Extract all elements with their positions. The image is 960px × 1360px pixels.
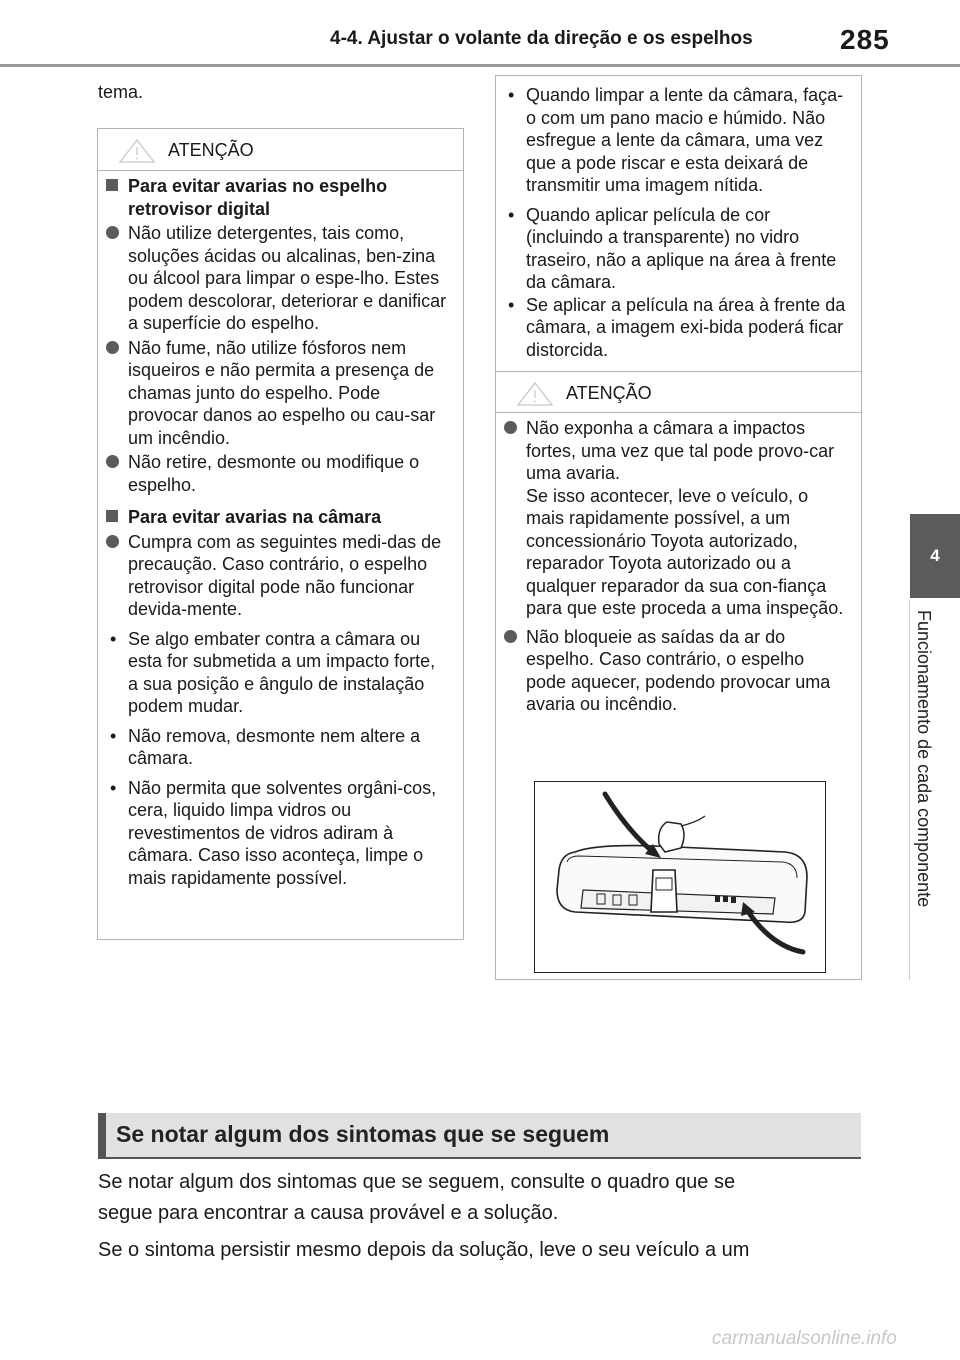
- caution-header: [496, 371, 861, 413]
- header-rule: [0, 64, 960, 67]
- mirror-camera-illustration: [534, 781, 826, 973]
- bullet-item: • Quando limpar a lente da câmara, faça-o com um pano macio e húmido. Não esfregue a lente da câmara, uma vez que a pode riscar e esta deixará de transmitir uma imagem nítida.: [500, 84, 847, 197]
- caution-header: [98, 129, 463, 171]
- caution-box-left: [97, 128, 464, 940]
- caution-heading: ATENÇÃO: [168, 140, 254, 160]
- side-rule: [909, 600, 910, 980]
- caution-heading: ATENÇÃO: [566, 383, 652, 403]
- bullet-item: • Quando aplicar película de cor (incluindo a transparente) no vidro traseiro, não a aplique na área à frente da câmara.: [500, 204, 847, 294]
- page-number: 285: [840, 24, 890, 55]
- list-item: Não exponha a câmara a impactos fortes, uma vez que tal pode provo-car uma avaria. Se isso acontecer, leve o veículo, o mais rapidamente possível, a um concessionário Toyota autorizado, reparador Toyota autorizado ou a qualquer reparador da sua con-fiança para que este proceda a uma inspeção.: [500, 417, 847, 620]
- bullet-item: • Não remova, desmonte nem altere a câmara.: [102, 725, 449, 770]
- bullet-continuation: • Se aplicar a película na área à frente da câmara, a imagem exi-bida poderá ficar distorcida.: [500, 294, 847, 362]
- section-title: Para evitar avarias na câmara: [102, 506, 449, 529]
- bullet-item: • Não permita que solventes orgâni-cos, cera, liquido limpa vidros ou revestimentos de vidros adiram à câmara. Caso isso aconteça, limpe o mais rapidamente possível.: [102, 777, 449, 890]
- list-item: Não fume, não utilize fósforos nem isqueiros e não permita a presença de chamas junto do espelho. Pode provocar danos ao espelho ou cau-sar um incêndio.: [102, 337, 449, 450]
- list-item: Não retire, desmonte ou modifique o espelho.: [102, 451, 449, 496]
- section-rule: [98, 1157, 861, 1159]
- list-item: Cumpra com as seguintes medi-das de precaução. Caso contrário, o espelho retrovisor digital pode não funcionar devida-mente.: [102, 531, 449, 621]
- watermark: carmanualsonline.info: [712, 1328, 897, 1349]
- section-accent: [98, 1113, 106, 1157]
- section-title: Para evitar avarias no espelho retrovisor digital: [102, 175, 449, 220]
- running-header-title: 4-4. Ajustar o volante da direção e os espelhos: [330, 28, 753, 49]
- section-title: Se notar algum dos sintomas que se seguem: [116, 1121, 610, 1147]
- section-heading-bar: [98, 1113, 861, 1157]
- paragraph-line: Se o sintoma persistir mesmo depois da solução, leve o seu veículo a um: [98, 1239, 750, 1261]
- rearview-mirror-drawing: [535, 782, 825, 972]
- paragraph-line: Se notar algum dos sintomas que se seguem, consulte o quadro que se: [98, 1171, 736, 1193]
- bullet-item: • Se algo embater contra a câmara ou esta for submetida a um impacto forte, a sua posição e ângulo de instalação podem mudar.: [102, 628, 449, 718]
- intro-fragment: tema.: [98, 82, 144, 102]
- warning-icon: [118, 138, 156, 164]
- caution-box-right: [495, 75, 862, 980]
- paragraph-line: segue para encontrar a causa provável e a solução.: [98, 1202, 559, 1224]
- warning-icon: [516, 381, 554, 407]
- list-item: Não bloqueie as saídas da ar do espelho. Caso contrário, o espelho pode aquecer, podendo provocar uma avaria ou incêndio.: [500, 626, 847, 716]
- list-item: Não utilize detergentes, tais como, soluções ácidas ou alcalinas, ben-zina ou álcool para limpar o espe-lho. Estes podem descolorar, deteriorar e danificar a superfície do espelho.: [102, 222, 449, 335]
- chapter-tab: 4: [910, 514, 960, 598]
